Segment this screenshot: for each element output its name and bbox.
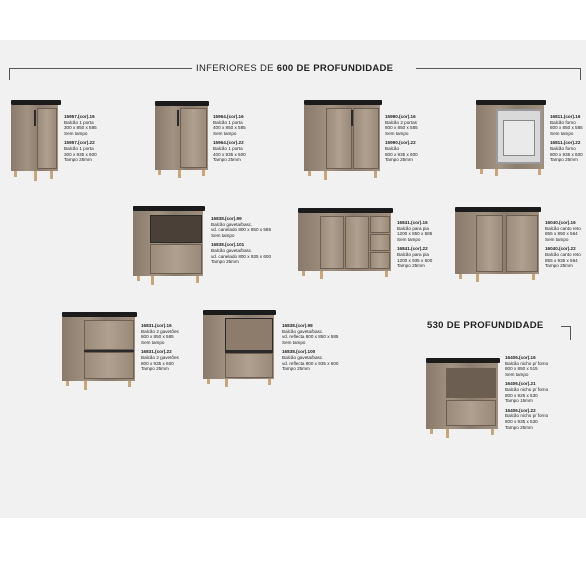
product-dims: 800 x 935 x 600 bbox=[141, 360, 174, 366]
product-code: 16841.(cor).16 bbox=[397, 220, 428, 225]
product-dims: vd. reflecta 800 x 850 x 585 bbox=[282, 334, 339, 340]
leg bbox=[34, 171, 37, 181]
product-top: Sem tampo bbox=[64, 130, 88, 136]
leg bbox=[320, 271, 323, 279]
product-top: Sem tampo bbox=[550, 130, 574, 136]
product-top: Tampo 25mm bbox=[141, 366, 169, 372]
leg bbox=[268, 379, 271, 385]
product-top: Tampo 25mm bbox=[385, 157, 413, 163]
product-dims: 855 x 935 x 564 bbox=[545, 257, 578, 263]
product-desc: Balcão nicho p/ forno bbox=[505, 360, 549, 366]
cabinet-door bbox=[37, 108, 57, 169]
caption-product-4 bbox=[550, 114, 583, 163]
leg bbox=[178, 170, 181, 178]
leg bbox=[128, 381, 131, 387]
leg bbox=[385, 271, 388, 277]
product-dims: 400 x 850 x 585 bbox=[213, 125, 246, 131]
product-top: Tampo 25mm bbox=[282, 366, 310, 372]
product-code: 16838.(cor).99 bbox=[211, 216, 242, 221]
product-code: 16406.(cor).21 bbox=[505, 381, 536, 387]
product-top: Sem tampo bbox=[213, 130, 237, 136]
product-top: Sem tampo bbox=[545, 236, 569, 242]
drawer-2 bbox=[370, 234, 390, 251]
leg bbox=[14, 171, 17, 177]
product-top: Tampo 25mm bbox=[211, 259, 239, 265]
drawer-3 bbox=[370, 252, 390, 269]
product-dims: 1200 x 935 x 600 bbox=[397, 257, 433, 263]
title-bracket-right bbox=[580, 68, 581, 80]
product-code: 16040.(cor).16 bbox=[545, 220, 576, 225]
section-title-600 bbox=[196, 63, 393, 74]
glass-drawer bbox=[225, 318, 273, 351]
oven-niche bbox=[446, 368, 496, 398]
title-rule-left bbox=[9, 68, 192, 69]
product-desc: Balcão gaveta/basc. bbox=[282, 354, 324, 360]
product-top: Tampo 25mm bbox=[505, 424, 533, 430]
product-top: Tampo 25mm bbox=[64, 157, 92, 163]
caption-product-6 bbox=[397, 220, 432, 269]
product-desc: Balcão 2 gavetões bbox=[141, 354, 179, 360]
leg bbox=[84, 381, 87, 390]
product-top: Tampo 15mm bbox=[505, 398, 533, 404]
leg bbox=[374, 171, 377, 178]
leg bbox=[151, 276, 154, 285]
product-code: 15957.(cor).22 bbox=[64, 140, 95, 146]
product-top: Tampo 25mm bbox=[545, 263, 573, 269]
glass-drawer bbox=[150, 215, 202, 243]
cabinet-door-right bbox=[345, 216, 369, 269]
product-code: 15957.(cor).16 bbox=[64, 114, 95, 119]
door-handle bbox=[351, 110, 353, 126]
product-top: Tampo 25mm bbox=[213, 157, 241, 163]
product-code: 16838.(cor).101 bbox=[211, 242, 245, 248]
flap-door bbox=[225, 353, 273, 378]
product-desc: Balcão forno bbox=[550, 145, 576, 151]
product-desc: Balcão 1 porta bbox=[213, 145, 243, 151]
leg bbox=[225, 379, 228, 387]
product-top: Sem tampo bbox=[505, 371, 529, 377]
product-dims: 800 x 925 x 530 bbox=[505, 392, 538, 398]
drawer-top bbox=[84, 320, 134, 350]
product-top: Sem tampo bbox=[141, 339, 165, 345]
product-desc: Balcão 1 porta bbox=[64, 145, 94, 151]
product-top: Tampo 25mm bbox=[550, 157, 578, 163]
caption-product-3 bbox=[385, 114, 418, 163]
product-top: Sem tampo bbox=[397, 236, 421, 242]
product-dims: 800 x 850 x 585 bbox=[141, 334, 174, 340]
caption-product-1 bbox=[64, 114, 97, 163]
leg bbox=[158, 170, 161, 175]
leg bbox=[491, 429, 494, 435]
product-dims: 855 x 850 x 564 bbox=[545, 231, 578, 237]
product-code: 16811.(cor).22 bbox=[550, 140, 581, 146]
product-code: 15964.(cor).22 bbox=[213, 140, 244, 146]
product-desc: Balcão para pia bbox=[397, 225, 429, 231]
leg bbox=[532, 274, 535, 280]
leg bbox=[66, 381, 69, 386]
product-desc: Balcão canto reto bbox=[545, 251, 581, 257]
product-code: 16838.(cor).100 bbox=[282, 349, 316, 355]
leg bbox=[302, 271, 305, 276]
product-dims: 800 x 935 x 600 bbox=[550, 151, 583, 157]
product-dims: 800 x 850 x 585 bbox=[385, 125, 418, 131]
product-top: Sem tampo bbox=[211, 232, 235, 238]
product-dims: 800 x 850 x 585 bbox=[550, 125, 583, 131]
title-rule-right bbox=[416, 68, 581, 69]
flap-door bbox=[150, 244, 202, 274]
product-code: 16811.(cor).16 bbox=[550, 114, 581, 119]
product-dims: 300 x 935 x 600 bbox=[64, 151, 97, 157]
product-code: 16406.(cor).16 bbox=[505, 355, 536, 360]
product-desc: Balcão nicho p/ forno bbox=[505, 413, 549, 419]
product-dims: vd. canelado 800 x 850 x 585 bbox=[211, 227, 272, 233]
section-title-530: 530 DE PROFUNDIDADE bbox=[427, 320, 544, 331]
product-code: 15964.(cor).16 bbox=[213, 114, 244, 119]
product-code: 16838.(cor).98 bbox=[282, 323, 313, 328]
caption-product-9 bbox=[282, 323, 338, 372]
product-desc: Balcão bbox=[385, 145, 400, 151]
product-code: 16831.(cor).16 bbox=[141, 323, 172, 328]
product-desc: Balcão canto reto bbox=[545, 225, 581, 231]
leg bbox=[480, 169, 483, 174]
caption-product-2 bbox=[213, 114, 246, 163]
product-dims: 800 x 850 x 515 bbox=[505, 366, 538, 372]
drawer-bottom bbox=[84, 352, 134, 379]
product-code: 15990.(cor).16 bbox=[385, 114, 416, 119]
product-code: 15990.(cor).22 bbox=[385, 140, 416, 146]
door-handle bbox=[34, 110, 36, 126]
cabinet-door-left bbox=[320, 216, 344, 269]
product-desc: Balcão forno bbox=[550, 119, 576, 125]
product-top: Sem tampo bbox=[282, 339, 306, 345]
leg bbox=[446, 429, 449, 438]
leg bbox=[196, 276, 199, 283]
oven-window bbox=[503, 120, 535, 156]
leg bbox=[538, 169, 541, 175]
leg bbox=[495, 169, 498, 176]
product-code: 16040.(cor).22 bbox=[545, 246, 576, 252]
leg bbox=[202, 170, 205, 176]
product-desc: Balcão gaveta/basc. bbox=[211, 221, 253, 227]
caption-product-5 bbox=[211, 216, 271, 265]
product-desc: Balcão 1 porta bbox=[213, 119, 243, 125]
cabinet-door-left bbox=[326, 108, 352, 169]
product-dims: 800 x 935 x 530 bbox=[505, 418, 538, 424]
leg bbox=[459, 274, 462, 279]
cabinet-door-right bbox=[506, 215, 538, 272]
leg bbox=[476, 274, 479, 282]
product-top: Sem tampo bbox=[385, 130, 409, 136]
caption-product-8 bbox=[141, 323, 179, 372]
product-desc: Balcão 1 porta bbox=[64, 119, 94, 125]
caption-product-10 bbox=[505, 355, 548, 430]
title-bracket-left bbox=[9, 68, 10, 80]
product-code: 16841.(cor).22 bbox=[397, 246, 428, 252]
cabinet-door-left bbox=[476, 215, 503, 272]
product-dims: vd. reflecta 800 x 935 x 600 bbox=[282, 360, 339, 366]
product-desc: Balcão gaveta/basc. bbox=[282, 328, 324, 334]
drawer-1 bbox=[370, 216, 390, 233]
drawer bbox=[446, 400, 496, 426]
leg bbox=[50, 171, 53, 179]
leg bbox=[137, 276, 140, 281]
product-dims: vd. canelado 800 x 935 x 600 bbox=[211, 253, 272, 259]
product-dims: 400 x 935 x 600 bbox=[213, 151, 246, 157]
title-530-bracket bbox=[570, 326, 571, 340]
product-desc: Balcão 2 portas bbox=[385, 119, 417, 125]
product-code: 16831.(cor).22 bbox=[141, 349, 172, 355]
leg bbox=[308, 171, 311, 176]
title-light: INFERIORES DE bbox=[196, 63, 274, 74]
product-desc: Balcão nicho p/ forno bbox=[505, 386, 549, 392]
leg bbox=[207, 379, 210, 384]
product-desc: Balcão gaveta/basc. bbox=[211, 247, 253, 253]
product-top: Tampo 25mm bbox=[397, 263, 425, 269]
product-code: 16406.(cor).22 bbox=[505, 407, 536, 413]
product-dims: 800 x 935 x 600 bbox=[385, 151, 418, 157]
cabinet-door-right bbox=[353, 108, 379, 169]
caption-product-7 bbox=[545, 220, 581, 269]
product-dims: 1200 x 850 x 585 bbox=[397, 231, 433, 237]
product-desc: Balcão para pia bbox=[397, 251, 429, 257]
product-desc: Balcão 2 gavetões bbox=[141, 328, 179, 334]
title-bold: 600 DE PROFUNDIDADE bbox=[276, 63, 394, 74]
door-handle bbox=[177, 110, 179, 126]
leg bbox=[430, 429, 433, 434]
cabinet-door bbox=[180, 108, 207, 168]
leg bbox=[324, 171, 327, 180]
product-dims: 300 x 850 x 585 bbox=[64, 125, 97, 131]
